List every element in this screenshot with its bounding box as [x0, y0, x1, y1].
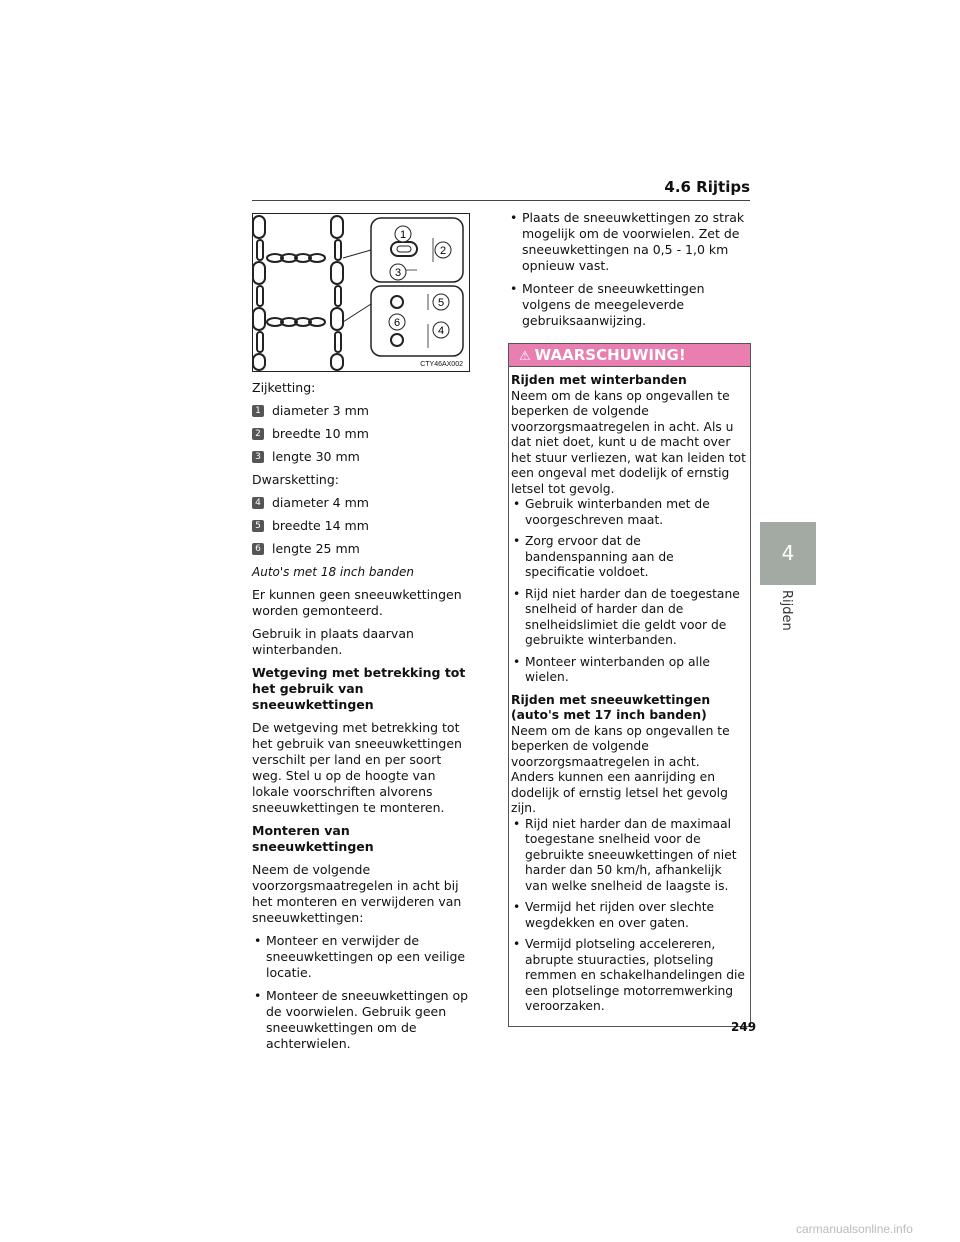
number-4-icon: 4 [252, 497, 264, 509]
snow-chain-figure [252, 213, 470, 372]
callout-6: 6 [393, 317, 401, 329]
chapter-tab-label: Rijden [779, 590, 794, 631]
spec-text: lengte 25 mm [272, 541, 360, 556]
header-divider [252, 200, 750, 201]
warning-box [508, 343, 751, 1027]
warning-title: WAARSCHUWING! [534, 346, 686, 364]
detail-side-chain [371, 218, 463, 282]
spec-item [252, 403, 474, 419]
law-paragraph: De wetgeving met betrekking tot het gebruik van sneeuwkettingen verschilt per land en per soort weg. Stel u op de hoogte van lokale voorschriften alvorens sneeuwkettingen te monteren. [252, 720, 462, 815]
list-item: • Gebruik winterbanden met de voorgeschreven maat. [511, 497, 746, 528]
list-item: • Vermijd het rijden over slechte wegdekken en over gaten. [511, 900, 746, 931]
number-3-icon: 3 [252, 451, 264, 463]
warning-section-heading: Rijden met winterbanden [511, 373, 687, 387]
chain-bullets [508, 210, 751, 329]
number-6-icon: 6 [252, 543, 264, 555]
list-item: • Vermijd plotseling accelereren, abrupte stuuracties, plotseling remmen en schakelhandelingen die een plotselinge motorremwerking veroorzaken. [511, 937, 746, 1015]
cross-chain-label: Dwarsketting: [252, 472, 339, 487]
inch18-paragraph: Er kunnen geen sneeuwkettingen worden gemonteerd. [252, 587, 462, 618]
right-column [508, 210, 751, 1027]
spec-text: diameter 4 mm [272, 495, 369, 510]
list-item: • Plaats de sneeuwkettingen zo strak mogelijk om de voorwielen. Zet de sneeuwkettingen na 0,5 - 1,0 km opnieuw vast. [508, 210, 751, 274]
spec-item [252, 541, 474, 557]
warning-icon: ⚠ [519, 349, 531, 364]
inch18-title: Auto's met 18 inch banden [252, 565, 415, 579]
warning-header [509, 344, 750, 367]
callout-5: 5 [437, 297, 445, 309]
section-title: 4.6 Rijtips [664, 178, 750, 196]
cross-chain-top [267, 254, 325, 262]
warning-section-heading: Rijden met sneeuwkettingen (auto's met 17 inch banden) [511, 692, 711, 722]
list-item: • Rijd niet harder dan de toegestane snelheid of harder dan de snelheidslimiet die geldt voor de gebruikte winterbanden. [511, 587, 746, 649]
spec-item [252, 426, 474, 442]
mount-heading: Monteren van sneeuwkettingen [252, 823, 374, 854]
chain-left [253, 216, 265, 370]
number-1-icon: 1 [252, 405, 264, 417]
cross-chain-bottom [267, 318, 325, 326]
list-item: • Monteer winterbanden op alle wielen. [511, 655, 746, 686]
number-2-icon: 2 [252, 428, 264, 440]
list-item: • Rijd niet harder dan de maximaal toegestane snelheid voor de gebruikte sneeuwkettingen of niet harder dan 50 km/h, afhankelijk van welke snelheid de laagste is. [511, 817, 746, 895]
list-item: • Monteer en verwijder de sneeuwkettingen op een veilige locatie. [252, 933, 474, 981]
warning-bullets [511, 817, 746, 1015]
mount-bullets [252, 933, 474, 1052]
inch18-paragraph: Gebruik in plaats daarvan winterbanden. [252, 626, 414, 657]
spec-text: breedte 14 mm [272, 518, 369, 533]
side-chain-label: Zijketting: [252, 380, 316, 395]
number-5-icon: 5 [252, 520, 264, 532]
callout-4: 4 [437, 325, 445, 337]
left-column [252, 380, 474, 1059]
figure-code: CTY46AX002 [420, 361, 463, 368]
spec-text: breedte 10 mm [272, 426, 369, 441]
warning-body [509, 367, 750, 1026]
detail-cross-chain [371, 286, 463, 356]
spec-text: lengte 30 mm [272, 449, 360, 464]
callout-2: 2 [439, 245, 447, 257]
spec-item [252, 449, 474, 465]
spec-item [252, 518, 474, 534]
callout-3: 3 [394, 267, 402, 279]
warning-paragraph: Neem om de kans op ongevallen te beperken de volgende voorzorgsmaatregelen in acht. Als u dat niet doet, kunt u de macht over het stuur verliezen, wat kan leiden tot een ongeval met dodelijk of ernstig letsel tot gevolg. [511, 388, 746, 496]
mount-paragraph: Neem de volgende voorzorgsmaatregelen in acht bij het monteren en verwijderen van sneeuwkettingen: [252, 862, 462, 925]
callout-1: 1 [399, 229, 407, 241]
list-item: • Zorg ervoor dat de bandenspanning aan de specificatie voldoet. [511, 534, 746, 581]
snow-chain-diagram [253, 214, 469, 371]
warning-paragraph: Neem om de kans op ongevallen te beperken de volgende voorzorgsmaatregelen in acht. Anders kunnen een aanrijding en dodelijk of ernstig letsel het gevolg zijn. [511, 723, 730, 815]
list-item: • Monteer de sneeuwkettingen op de voorwielen. Gebruik geen sneeuwkettingen om de achterwielen. [252, 988, 474, 1052]
warning-bullets [511, 497, 746, 686]
watermark: carmanualsonline.info [796, 1222, 913, 1236]
page-number: 249 [731, 1020, 757, 1034]
spec-item [252, 495, 474, 511]
chain-mid [331, 216, 343, 370]
law-heading: Wetgeving met betrekking tot het gebruik van sneeuwkettingen [252, 665, 466, 712]
spec-text: diameter 3 mm [272, 403, 369, 418]
list-item: • Monteer de sneeuwkettingen volgens de meegeleverde gebruiksaanwijzing. [508, 281, 751, 329]
chapter-tab[interactable]: 4 [760, 522, 816, 585]
